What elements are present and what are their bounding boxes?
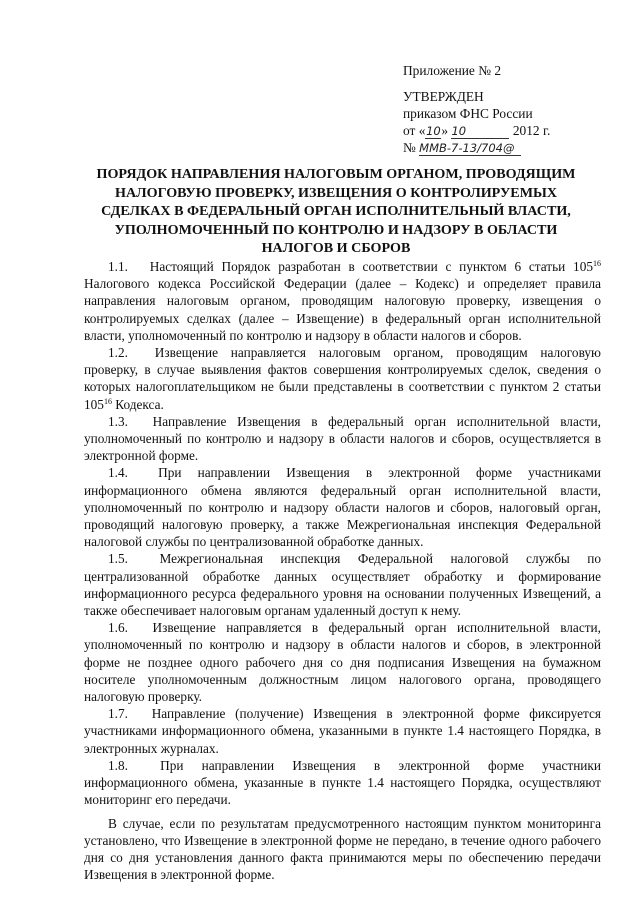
- paragraph-text-cont: Налогового кодекса Российской Федерации (далее – Кодекс) и определяет правила направления налоговым органом, проводящим налоговую проверку, извещения о контролируемых сделках (далее – Извещение) в федеральный орган исполнительной власти, уполномоченный по контролю и надзору в области налогов и сборов.: [84, 276, 601, 343]
- approval-number: [403, 139, 608, 156]
- date-mid: »: [441, 123, 449, 138]
- paragraph-number: 1.4.: [108, 465, 128, 481]
- paragraph-text: Извещение направляется налоговым органом, проводящим налоговую проверку, в случае выявления фактов совершения контролируемых сделок, сведения о которых налогоплательщиком не были представлены в соответствии с пунктом 2 статьи 105: [84, 345, 601, 412]
- paragraph-1-8-continued: [84, 815, 601, 884]
- approved-label: УТВЕРЖДЕН: [403, 89, 484, 104]
- paragraph-number: 1.5.: [108, 551, 128, 567]
- paragraph-number: 1.2.: [108, 345, 128, 361]
- paragraph-1-8: [84, 757, 601, 809]
- paragraph-text: Извещение направляется в федеральный орган исполнительной власти, уполномоченный по контролю и надзору в области налогов и сборов, в электронной форме не позднее одного рабочего дня со дня подписания Извещения на бумажном носителе уполномоченным должностным лицом налогового органа, проводящего налоговую проверку.: [84, 620, 601, 705]
- paragraph-text: Направление (получение) Извещения в электронной форме фиксируется участниками информационного обмена, указанными в пункте 1.4 настоящего Порядка, в электронных журналах.: [84, 706, 601, 756]
- number-prefix: №: [403, 140, 416, 155]
- superscript: 16: [593, 259, 602, 268]
- paragraph-text: Межрегиональная инспекция Федеральной налоговой службы по централизованной обработке данных осуществляет обработку и формирование информационного ресурса федерального уровня на основании полученных Извещений, а также обеспечивает налоговым органам удаленный доступ к нему.: [84, 551, 601, 619]
- paragraph-text: При направлении Извещения в электронной форме участниками информационного обмена являются федеральный орган исполнительной власти, уполномоченный по контролю и надзору области налогов и сборов, налоговый орган, проводящий налоговую проверку, а также Межрегиональная инспекция Федеральной налоговой службы по централизованной обработке данных.: [84, 465, 601, 550]
- paragraph-number: 1.3.: [108, 413, 128, 429]
- paragraph-text: В случае, если по результатам предусмотренного настоящим пунктом мониторинга установлено, что Извещение в электронной форме не передано, в течение одного рабочего дня со дня установления данного факта принимаются меры по обеспечению передачи Извещения в электронной форме.: [84, 815, 601, 883]
- date-day: 10: [426, 124, 441, 138]
- paragraph-text: При направлении Извещения в электронной форме участники информационного обмена, указанные в пункте 1.4 настоящего Порядка, осуществляют мониторинг его передачи.: [84, 757, 601, 808]
- number-value: ММВ-7-13/704@: [419, 142, 521, 156]
- date-year: 2012 г.: [512, 123, 551, 138]
- paragraph-1-2: [84, 344, 601, 413]
- date-month: 10: [451, 125, 509, 139]
- paragraph-1-5: [84, 550, 601, 619]
- paragraph-1-7: [84, 705, 601, 757]
- paragraph-number: 1.6.: [108, 620, 128, 636]
- paragraph-number: 1.8.: [108, 757, 128, 773]
- paragraph-text: Настоящий Порядок разработан в соответствии с пунктом 6 статьи 105: [149, 259, 594, 274]
- paragraph-number: 1.1.: [108, 259, 128, 274]
- paragraph-1-6: [84, 619, 601, 705]
- paragraph-1-4: [84, 464, 601, 550]
- paragraph-text: Направление Извещения в федеральный орган исполнительной власти, уполномоченный по контролю и надзору в области налогов и сборов, осуществляется в электронной форме.: [84, 413, 602, 464]
- document-title: ПОРЯДОК НАПРАВЛЕНИЯ НАЛОГОВЫМ ОРГАНОМ, ПРОВОДЯЩИМ НАЛОГОВУЮ ПРОВЕРКУ, ИЗВЕЩЕНИЯ О КОНТРОЛИРУЕМЫХ СДЕЛКАХ В ФЕДЕРАЛЬНЫЙ ОРГАН ИСПОЛНИТЕЛЬНЫЙ ВЛАСТИ, УПОЛНОМОЧЕННЫЙ ПО КОНТРОЛЮ И НАДЗОРУ В ОБЛАСТИ НАЛОГОВ И СБОРОВ: [96, 166, 576, 256]
- approval-block: [403, 62, 608, 156]
- paragraph-1-3: [84, 413, 601, 465]
- approval-date: [403, 122, 608, 139]
- date-prefix: от «: [403, 123, 426, 138]
- order-label: приказом ФНС России: [403, 106, 533, 121]
- annex-label: Приложение № 2: [403, 63, 502, 78]
- paragraph-text-cont: Кодекса.: [111, 396, 164, 412]
- paragraph-number: 1.7.: [108, 706, 128, 722]
- paragraph-1-1: [84, 258, 601, 344]
- document-body: [84, 258, 601, 883]
- superscript: 16: [103, 396, 112, 406]
